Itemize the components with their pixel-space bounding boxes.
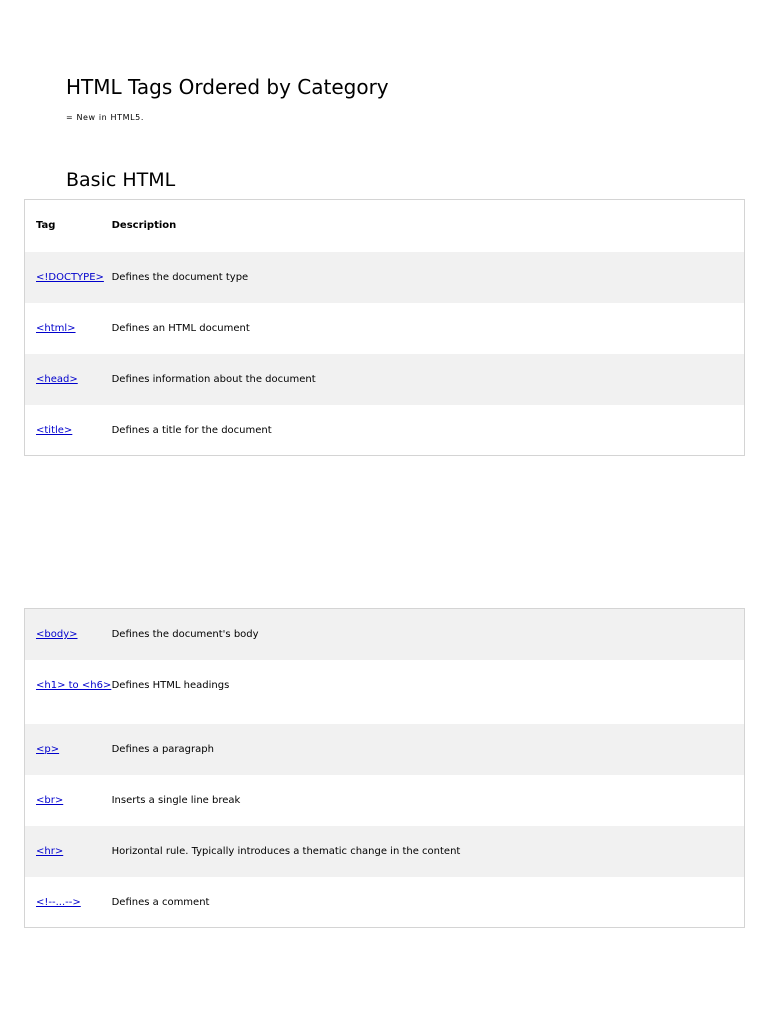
page-title: HTML Tags Ordered by Category	[66, 75, 389, 99]
table-row	[25, 724, 745, 775]
column-header-tag: Tag	[36, 220, 56, 231]
tag-description: Defines a paragraph	[111, 743, 214, 755]
tag-description: Defines HTML headings	[111, 679, 230, 691]
tag-link[interactable]: <title>	[36, 424, 73, 436]
tag-link[interactable]: <p>	[36, 743, 60, 755]
section-title: Basic HTML	[66, 169, 176, 191]
table-row	[25, 354, 745, 405]
table-row	[25, 609, 745, 660]
tags-table-part-2	[24, 608, 745, 928]
table-row	[25, 252, 745, 303]
tag-link[interactable]: <!--...-->	[36, 896, 81, 908]
tag-link[interactable]: <h1> to <h6>	[36, 679, 112, 691]
tag-description: Defines a comment	[111, 896, 210, 908]
tag-description: Inserts a single line break	[111, 794, 241, 806]
tag-description: Defines information about the document	[111, 373, 316, 385]
tag-description: Defines a title for the document	[111, 424, 272, 436]
tag-link[interactable]: <html>	[36, 322, 76, 334]
tags-table-part-1	[24, 199, 745, 456]
tag-description: Defines the document's body	[111, 629, 259, 640]
table-row	[25, 775, 745, 826]
table-row	[25, 826, 745, 877]
table-row	[25, 660, 745, 724]
html5-note: = New in HTML5.	[66, 113, 144, 122]
tag-link[interactable]: <br>	[36, 794, 64, 806]
tag-link[interactable]: <!DOCTYPE>	[36, 271, 104, 283]
tag-description: Defines the document type	[111, 271, 249, 283]
table-row	[25, 405, 745, 456]
tag-description: Defines an HTML document	[111, 322, 250, 334]
table-row	[25, 877, 745, 928]
column-header-description: Description	[111, 220, 177, 231]
table-header-row	[25, 200, 745, 252]
tag-description: Horizontal rule. Typically introduces a thematic change in the content	[111, 845, 461, 857]
table-row	[25, 303, 745, 354]
tag-link[interactable]: <body>	[36, 629, 78, 640]
tag-link[interactable]: <hr>	[36, 845, 64, 857]
tag-link[interactable]: <head>	[36, 373, 78, 385]
